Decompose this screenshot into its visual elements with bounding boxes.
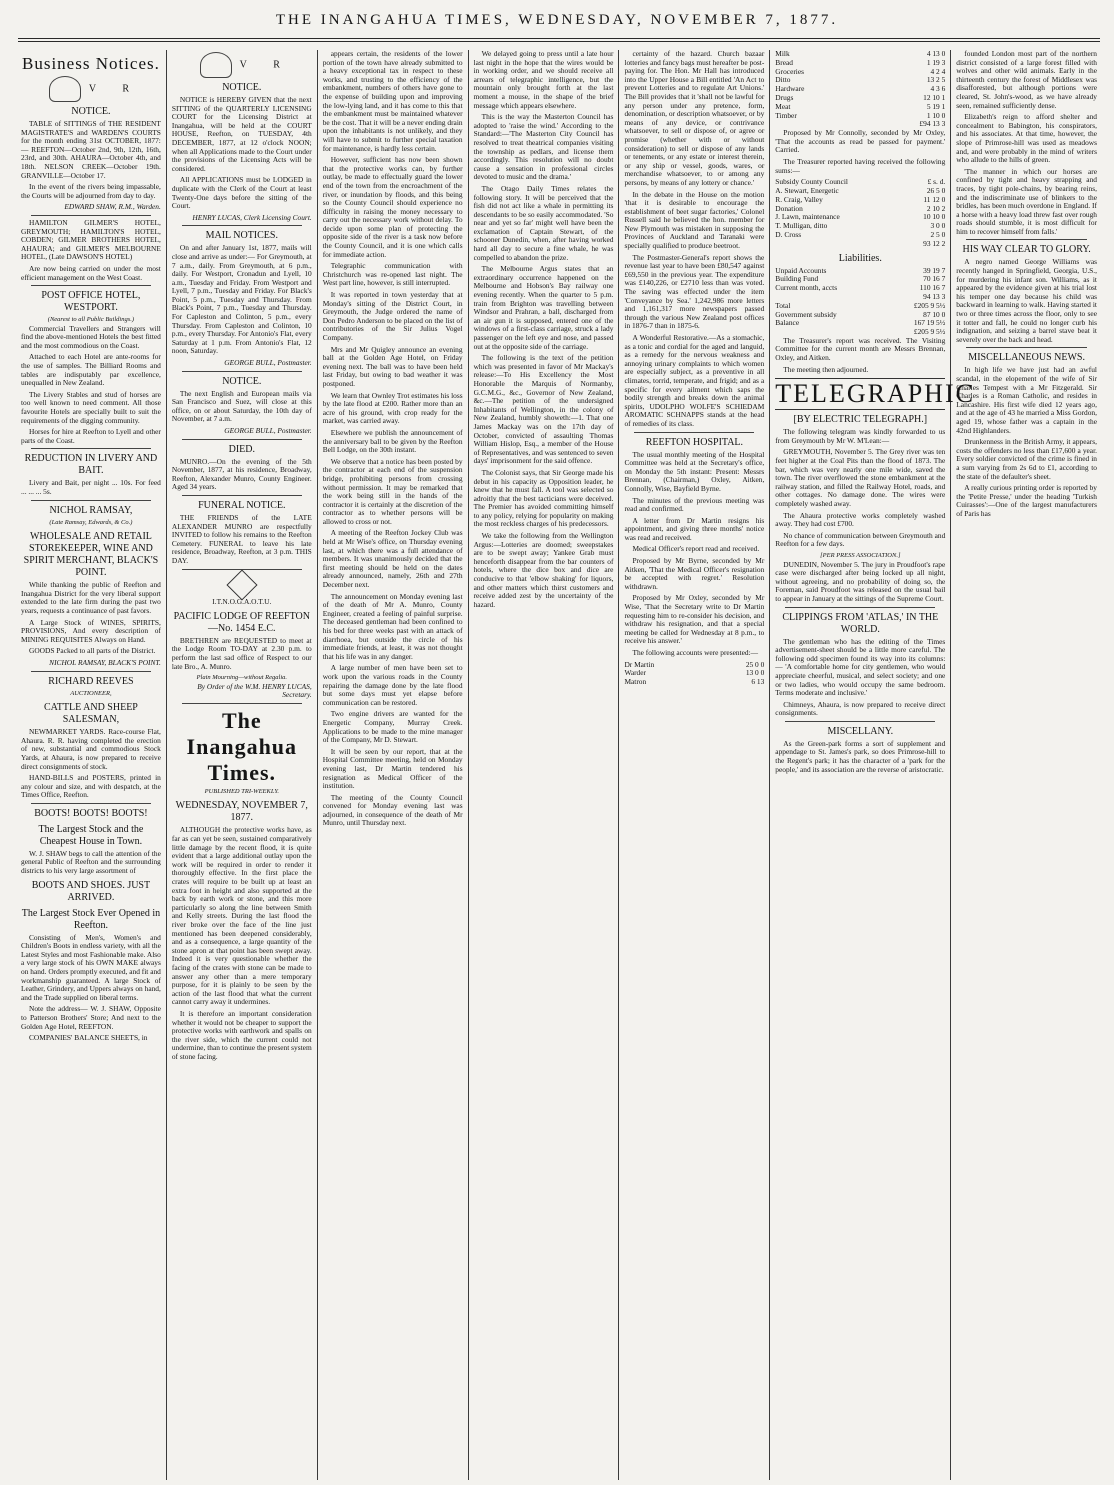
article-paragraph: Medical Officer's report read and received. xyxy=(632,544,760,554)
article-paragraph: certainty of the hazard. Church bazaar lotteries and fancy bags must hereafter be post-paying for. The Hon. Mr Hall has introduced into the Upper House a Bill entitled 'An Act to prevent Lotteries and to regulate Art Unions.' The Bill provides that it 'shall not be lawful for any person under any pretence, form, denomination, or description whatsoever, or by means of any device, or contrivance whatsoever, to sell or dispose of, or agree or promise (whether with or without consideration) to sell or dispose of any lands or tenements, or any estate or interest therein, or any ship or vessel, goods, wares, or merchandise whatsoever, to or among any persons, by means of any lottery or chance.' xyxy=(624,49,765,187)
account-amount: 4 3 6 xyxy=(930,84,946,94)
table-row xyxy=(775,94,945,103)
account-label: Dr Martin xyxy=(624,659,655,669)
article-paragraph: We take the following from the Wellington Argus:—Lotteries are doomed; sweepstakes are to be swept away; Yankee Grab must henceforth disappear from the bar counters of hotels, where the dice box and dice are conducive to that 'elbow shaking' for liquors, and other matters which thirst customers and receive added zest by the uncertainty of the hazard. xyxy=(473,531,614,609)
section-heading: Liabilities. xyxy=(838,252,882,264)
accounts-table xyxy=(624,661,764,687)
article-paragraph: On and after January 1st, 1877, mails will close and arrive as under:— For Greymouth, at 7 a.m., daily. From Greymouth, at 6 p.m., daily. For Westport, Cronadun and Lyell, 10 a.m., Tuesday and Friday. From Westport and Lyell, 7 p.m., Tuesday and Friday. For Black's Point, 5 p.m., Tuesday and Thursday. From Black's Point, 7 p.m., Tuesday and Thursday. For Capleston and Colinton, 5 p.m., every Thursday. From Capleston and Colinton, 10 p.m., every Thursday. For Antonio's Flat, every Saturday at 1 p.m. From Antonio's Flat, 12 noon, Saturday. xyxy=(171,243,312,356)
article-paragraph: In the event of the rivers being impassable, the Courts will be adjourned from day to day. xyxy=(21,182,161,200)
column-7 xyxy=(951,50,1102,1480)
section-heading: CLIPPINGS FROM 'ATLAS,' IN THE WORLD. xyxy=(782,611,939,635)
account-amount: 6 13 xyxy=(751,677,765,687)
table-row xyxy=(775,103,945,112)
account-label xyxy=(775,293,888,302)
article-paragraph: The Treasurer reported having received the following sums:— xyxy=(775,156,946,175)
section-heading: PACIFIC LODGE OF REEFTON—No. 1454 E.C. xyxy=(173,610,310,634)
account-label: T. Mulligan, ditto xyxy=(775,221,828,231)
column-container xyxy=(16,50,1102,1480)
article-paragraph: HAND-BILLS and POSTERS, printed in any colour and size, and with despatch, at the Times Office, Reefton. xyxy=(21,773,161,800)
masonic-emblem xyxy=(172,574,312,607)
section-heading: POST OFFICE HOTEL, WESTPORT. xyxy=(41,290,141,314)
divider xyxy=(785,721,935,722)
table-row xyxy=(775,240,945,249)
article-paragraph: The next English and European mails via San Francisco and Suez, will close at this office, on or about Saturday, the 10th day of November, at 7 a.m. xyxy=(171,388,312,424)
section-heading: RICHARD REEVES xyxy=(48,675,134,687)
account-amount: 10 10 0 xyxy=(923,212,946,222)
table-row xyxy=(775,284,945,293)
section-heading: CATTLE AND SHEEP SALESMAN, xyxy=(43,702,138,726)
article-paragraph: This is the way the Masterton Council has adopted to 'raise the wind.' According to the Standard:—'The Masterton City Council has resolved to treat theatrical companies visiting the township as pedlars, and license them accordingly. This resolution will no doubt cause a sensation in professional circles devoted to music and the drama.' xyxy=(473,112,614,182)
article-paragraph: The announcement on Monday evening last of the death of Mr A. Munro, County Engineer, created a feeling of painful surprise. The deceased gentleman had been confined to his bed for three weeks past with an attack of diarrhoea, but outside the circle of his immediate friends, at least, it was not thought that his life was in any danger. xyxy=(322,591,463,661)
table-row xyxy=(775,50,945,59)
account-label xyxy=(775,240,905,249)
article-paragraph: In high life we have just had an awful scandal, in the elopement of the wife of Sir Charles Tempest with a Mr Fitzgerald. Sir Charles is a Roman Catholic, and resides in Lancashire. His first wife died 12 years ago, and at the age of 43 he married a Miss Gordon, aged 19, whose father was a captain in the 42nd Highlanders. xyxy=(956,365,1097,435)
article-paragraph: Horses for hire at Reefton to Lyell and other parts of the Coast. xyxy=(21,427,161,445)
divider xyxy=(785,607,935,608)
account-amount: 94 13 3 xyxy=(923,291,946,301)
account-amount: 1 19 3 xyxy=(926,57,946,67)
divider xyxy=(634,432,754,433)
article-paragraph: The meeting of the County Council convened for Monday evening last was adjourned, in consequence of the death of Mr Munro, until Thursday next. xyxy=(322,792,463,828)
article-paragraph: The Postmaster-General's report shows the revenue last year to have been £80,547 against £69,550 in the previous year. The expenditure was £140,226, or £2710 less than was voted. The saving was effected under the item 'Conveyance by Sea.' 1,242,986 more letters and 1,161,317 more newspapers passed through the various New Zealand post offices in 1876-7 than in 1875-6. xyxy=(624,252,765,331)
account-amount: 1 10 0 xyxy=(926,110,946,120)
article-paragraph: Two engine drivers are wanted for the Energetic Company, Murray Creek. Applications to be made to the mine manager of the Company, Mr D. Stewart. xyxy=(322,709,463,745)
account-label: J. Lawn, maintenance xyxy=(775,212,840,222)
section-heading: NOTICE. xyxy=(222,375,262,387)
paper-nameplate: The Inangahua Times. xyxy=(186,707,298,785)
article-paragraph: Mrs and Mr Quigley announce an evening ball at the Golden Age Hotel, on Friday evening next. The ball was to have been held last Friday, but owing to bad weather it was postponed. xyxy=(322,344,463,388)
column-5 xyxy=(619,50,770,1480)
section-heading: MISCELLANY. xyxy=(827,725,894,737)
article-paragraph: COMPANIES' BALANCE SHEETS, in xyxy=(29,1033,148,1043)
accounts-table xyxy=(775,178,945,248)
account-amount: 13 0 0 xyxy=(745,668,765,678)
account-amount: 4 13 0 xyxy=(926,49,946,58)
subheading: (Nearest to all Public Buildings.) xyxy=(47,316,135,324)
table-row xyxy=(775,231,945,240)
article-paragraph: THE FRIENDS of the LATE ALEXANDER MUNRO are respectfully INVITED to follow his remains to the Reefton Cemetery. FUNERAL to leave his late residence, Broadway, Reefton, at 3 p.m. THIS DAY. xyxy=(171,512,312,565)
account-label: Meat xyxy=(775,101,791,111)
account-label: Warder xyxy=(624,668,646,678)
royal-crest xyxy=(172,52,312,78)
account-amount: 25 0 0 xyxy=(745,659,765,669)
article-paragraph: The following accounts were presented:— xyxy=(632,648,759,657)
article-paragraph: The Treasurer's report was received. The Visiting Committee for the current month are Messrs Brennan, Oxley, and Aitken. xyxy=(775,335,946,363)
emblem-caption: I.T.N.O.G.A.O.T.U. xyxy=(212,597,272,607)
masthead-title: THE INANGAHUA TIMES, WEDNESDAY, NOVEMBER 7, 1877. xyxy=(275,12,839,28)
section-heading: REDUCTION IN LIVERY AND BAIT. xyxy=(24,453,158,477)
accounts-table xyxy=(775,267,945,337)
article-paragraph: DUNEDIN, November 5. The jury in Proudfoot's rape case were discharged after being locked up all night, without agreeing, and no probability of doing so, the Foreman, said Proudfoot was released on the usual bail to appear in January at the sittings of the Supreme Court. xyxy=(775,559,946,603)
crest-initials: V R xyxy=(239,59,292,71)
account-label: Milk xyxy=(775,49,790,58)
subheading: Plain Mourning—without Regalia. xyxy=(196,674,288,682)
divider xyxy=(31,448,151,449)
article-paragraph: A really curious printing order is reported by the 'Petite Presse,' under the heading 'Turkish Cuirasses':—One of the largest manufacturers of Paris has xyxy=(956,483,1097,518)
account-label: R. Craig, Valley xyxy=(775,194,823,204)
subheading: PUBLISHED TRI-WEEKLY. xyxy=(204,787,279,795)
article-paragraph: Elsewhere we publish the announcement of the anniversary ball to be given by the Reefton Bell Lodge, on the 30th instant. xyxy=(322,427,463,455)
account-label: A. Stewart, Energetic xyxy=(775,185,839,195)
article-paragraph: The usual monthly meeting of the Hospital Committee was held at the Secretary's office, on Monday the 5th instant: Present: Messrs Brennan, (Chairman,) Oxley, Aitken, Connolly, Wise, Bayfield Byrne. xyxy=(624,449,765,493)
article-paragraph: W. J. SHAW begs to call the attention of the general Public of Reefton and the surrounding districts to his very large assortment of xyxy=(21,848,161,876)
article-paragraph: Consisting of Men's, Women's and Children's Boots in endless variety, with all the Latest Styles and most Fashionable make. Also a very large stock of his OWN MAKE always on hand. Orders promptly executed, and fit and workmanship guaranteed. A large Stock of Leather, Grindery, and Uppers always on hand, and the Trade supplied on liberal terms. xyxy=(21,932,161,1002)
article-paragraph: A meeting of the Reefton Jockey Club was held at Mr Wise's office, on Thursday evening last, at which there was a full attendance of members. It was unanimously decided that the first meeting should be held on the dates already announced, namely, 26th and 27th December next. xyxy=(322,528,463,590)
account-label: Subsidy County Council xyxy=(775,177,848,187)
account-amount: 2 5 0 xyxy=(930,229,946,239)
article-paragraph: Elizabeth's reign to afford shelter and concealment to Babington, his conspirators, and his associates. At that time, however, the slope of Primrose-hill was used as meadows and, and were probably in the mind of writers who allude to the hills of green. xyxy=(956,112,1097,165)
column-heading: Business Notices. xyxy=(21,54,160,73)
article-paragraph: We delayed going to press until a late hour last night in the hope that the wires would be in working order, and we should receive all arrears of telegraphic intelligence, but the mountain only brought forth at the last moment a mouse, in the shape of the brief message which appears elsewhere. xyxy=(473,49,614,110)
account-label: Government subsidy xyxy=(775,309,837,319)
account-amount: 2 10 2 xyxy=(926,203,946,213)
article-paragraph: Drunkenness in the British Army, it appears, costs the offenders no less than £17,600 a year. Every soldier convicted of the crime is fined in a sum varying from 2s 6d to £1, according to the state of the defaulter's sheet. xyxy=(956,437,1097,481)
divider xyxy=(182,225,302,226)
divider xyxy=(966,347,1087,348)
article-paragraph: Telegraphic communication with Christchurch was re-opened last night. The West part line, however, is still interrupted. xyxy=(322,261,463,288)
account-label: Matron xyxy=(624,677,647,687)
table-row xyxy=(624,678,764,687)
section-heading: MISCELLANEOUS NEWS. xyxy=(968,352,1085,364)
table-row xyxy=(775,68,945,77)
section-heading: FUNERAL NOTICE. xyxy=(198,499,286,511)
article-paragraph: NOTICE is HEREBY GIVEN that the next SITTING of the QUARTERLY LICENSING COURT for the Licensing District at Inangahua, will be held at the COURT HOUSE, Reefton, on TUESDAY, 4th DECEMBER, 1877, at 12 o'clock NOON; when all Applications made to the Court under the provisions of the Licensing Acts will be considered. xyxy=(171,95,312,173)
divider xyxy=(31,803,151,804)
masthead-rule xyxy=(18,38,1100,39)
article-paragraph: It was reported in town yesterday that at Monday's sitting of the District Court, in Greymouth, the Judge ordered the name of Don Pedro Anderson to be placed on the list of contributories of the Sir Julius Vogel Company. xyxy=(322,290,463,342)
account-amount: 110 16 7 xyxy=(919,283,946,293)
subheading: AUCTIONEER, xyxy=(70,689,112,697)
account-label: Total xyxy=(775,300,791,310)
square-compass-icon xyxy=(226,569,257,600)
account-amount: 11 12 0 xyxy=(923,194,946,204)
article-paragraph: The Livery Stables and stud of horses are too well known to need comment. All those favourite Hotels are specially built to suit the requirements of the digging community. xyxy=(21,389,161,425)
account-label: Current month, accts xyxy=(775,283,838,293)
section-heading: REEFTON HOSPITAL. xyxy=(645,436,744,448)
account-amount: 167 19 5½ xyxy=(913,318,946,328)
article-paragraph: However, sufficient has now been shown that the protective works can, by further outlay, be made to effectually guard the lower end of the town from the encroachment of the river, or inundation by floods, and this being so the County Council should experience no difficulty in raising the money necessary to carry out the necessary work without delay. To decide upon some plan of protecting the opposite side of the river is a task now before the County Council, and it is one which calls for immediate action. xyxy=(322,155,463,259)
article-paragraph: The minutes of the previous meeting was read and confirmed. xyxy=(624,495,765,514)
section-heading: NOTICE. xyxy=(71,106,111,117)
article-paragraph: Commercial Travellers and Strangers will find the above-mentioned Hotels the best fitted and the most commodious on the Coast. xyxy=(21,323,161,350)
section-heading: The Largest Stock and the Cheapest House in Town. xyxy=(38,823,144,847)
crest-initials: V R xyxy=(88,83,142,95)
account-amount: 4 2 4 xyxy=(930,66,946,76)
coat-of-arms-icon xyxy=(200,52,232,78)
account-amount: 3 0 0 xyxy=(930,221,946,231)
section-heading: MAIL NOTICES. xyxy=(205,230,278,242)
account-label: Building Fund xyxy=(775,274,819,284)
signature: NICHOL RAMSAY, BLACK'S POINT. xyxy=(49,657,161,667)
account-label: Bread xyxy=(775,57,793,67)
article-paragraph: The meeting then adjourned. xyxy=(783,364,869,374)
article-paragraph: 'The manner in which our horses are confined by tight and heavy strapping and traces, by tight pole-chains, by bearing reins, and the indiscriminate use of blinkers to the bridles, has been much overdone in England. If a horse with a heavy load threw fast over rough roads should stumble, it is most difficult for him to recover himself from falls.' xyxy=(956,166,1097,236)
article-paragraph: A Large Stock of WINES, SPIRITS, PROVISIONS, And every description of MINING REQUISITES Always on Hand. xyxy=(21,617,161,644)
article-paragraph: All APPLICATIONS must be LODGED in duplicate with the Clerk of the Court at least Twenty-One days before the sitting of the Court. xyxy=(171,175,312,211)
signature: HENRY LUCAS, Clerk Licensing Court. xyxy=(192,212,312,222)
article-paragraph: The gentleman who has the editing of the Times advertisement-sheet should be a little more careful. The following odd specimen found its way into its columns:— 'A comfortable home for city gentlemen, who would appreciate cheerful, musical, and select society; and one or two ladies, who would occupy the same bedroom. Terms moderate and inclusive.' xyxy=(775,636,946,698)
account-amount: £205 9 5½ xyxy=(913,300,946,310)
article-paragraph: A negro named George Williams was recently hanged in Springfield, Georgia, U.S., for murdering his infant son. Williams, as it appeared by the evidence given at his trial lost his temper one day because his child was backward in learning to walk. Having started it two or three times across the floor, only to see it totter and fall, he could no longer curb his indignation, and seizing a barrel stave beat it severely over the back and head. xyxy=(956,257,1097,344)
account-amount: 5 19 1 xyxy=(926,101,946,111)
account-label: Timber xyxy=(775,110,797,120)
article-paragraph: Are now being carried on under the most efficient management on the West Coast. xyxy=(21,263,161,282)
article-paragraph: While thanking the public of Reefton and Inangahua District for the very liberal support extended to the late firm during the past two years, requests a continuance of past favors. xyxy=(21,580,161,615)
subheading: [PER PRESS ASSOCIATION.] xyxy=(820,551,901,559)
divider xyxy=(31,285,151,286)
article-paragraph: The Colonist says, that Sir George made his debut in his capacity as Opposition leader, he knew that he must fall. A tool was selected so adroitly that the best tacticians were deceived. The Premier has avoided committing himself to any policy, relying for popularity on making the most reckless charges of his predecessors. xyxy=(473,467,614,529)
article-paragraph: The following is the text of the petition which was presented in favor of Mr Mackay's release:—To His Excellency the Most Honorable the Marquis of Normanby, G.C.M.G., &c., Governor of New Zealand, &c.—The petition of the undersigned Inhabitants of Wellington, in the colony of New Zealand, humbly showeth:—1. That one James Mackay was on the 17th day of October, convicted of assaulting Thomas William Hislop, Esq., a member of the House of Representatives, and was sentenced to seven days' imprisonment for the said offence. xyxy=(473,353,614,466)
article-paragraph: Proposed by Mr Byrne, seconded by Mr Aitken, 'That the Medical Officer's resignation be accepted with regret.' Resolution withdrawn. xyxy=(624,556,765,591)
signature: GEORGE BULL, Postmaster. xyxy=(224,358,312,368)
account-amount: £205 9 5½ xyxy=(913,327,946,337)
account-amount: 13 2 5 xyxy=(926,75,946,85)
article-paragraph: A large number of men have been set to work upon the various roads in the County repairing the damage done by the late flood but some days must yet elapse before communication can be restored. xyxy=(322,663,463,707)
accounts-table xyxy=(775,50,945,129)
article-paragraph: GREYMOUTH, November 5. The Grey river was ten feet higher at the Coal Pits than the flood of 1873. The bar, which was very nearly one mile wide, saved the town. The river overflowed the stone embankment at the railway station, and filled the Railway Hotel, roads, and other cottages. No damage done. The wires were completely washed away. xyxy=(775,447,946,509)
article-paragraph: BRETHREN are REQUESTED to meet at the Lodge Room TO-DAY at 2.30 p.m. to perform the last sad office of Respect to our late Bro., A. Munro. xyxy=(171,635,312,671)
article-paragraph: The following telegram was kindly forwarded to us from Greymouth by Mr W. M'Lean:— xyxy=(775,427,946,445)
section-heading: BOOTS! BOOTS! BOOTS! xyxy=(34,807,148,819)
article-paragraph: A Wonderful Restorative.—As a stomachic, as a tonic and cordial for the aged and languid, as a remedy for the nervous weakness and annoying urinary complaints to which women are especially subject, as a preventive in all climates, torrid, temperate, and frigid; and as a specific for every ailment which saps the bodily strength and breaks down the animal spirits, UDOLPHO WOLFE'S SCHIEDAM AROMATIC SCHNAPPS stands at the head of remedies of its class. xyxy=(624,333,765,428)
section-heading: NOTICE. xyxy=(222,82,262,93)
royal-crest xyxy=(21,76,161,102)
article-paragraph: GOODS Packed to all parts of the District. xyxy=(29,646,156,656)
signature: By Order of the W.M. HENRY LUCAS, Secretary. xyxy=(197,681,312,700)
article-paragraph: No chance of communication between Greymouth and Reefton for a few days. xyxy=(775,530,946,549)
article-paragraph: A letter from Dr Martin resigns his appointment, and giving three months' notice was read and received. xyxy=(624,515,765,542)
account-amount: 93 12 2 xyxy=(923,238,946,248)
article-paragraph: ALTHOUGH the protective works have, as far as can yet be seen, sustained comparatively little damage by the recent flood, it is quite evident that a large additional outlay upon the work will be required in order to render it thoroughly effective. In the first place the crates will require to be built up at least an extra foot in height and also supported at the back by earth work or stone, and this more particularly so along the line between Smith and Kelly streets. During the last flood the river broke over the face of the line just mentioned has been deepened considerably, and as a consequence, a large quantity of the stone apron at that point has been swept away. Indeed it is very questionable whether the facing of the crates with stone can be made to answer any other than a mere temporary purpose, for it is plainly to be seen by the action of the last flood that what the current cannot carry away it undermines. xyxy=(171,825,312,1007)
account-label: D. Cross xyxy=(775,229,802,239)
article-paragraph: Attached to each Hotel are ante-rooms for the use of samples. The Billiard Rooms and tables are indisputably par excellence, unequalled in New Zealand. xyxy=(21,352,161,388)
account-amount: 39 19 7 xyxy=(923,265,946,275)
coat-of-arms-icon xyxy=(49,76,81,102)
article-paragraph: We observe that a notice has been posted by the contractor at each end of the suspension bridge, prohibiting persons from crossing without permission. It may be remarked that the work being still in the hands of the contractor it is certainly at the discretion of the contractor as to whether persons will be allowed to cross or not. xyxy=(322,456,463,526)
article-paragraph: It will be seen by our report, that at the Hospital Committee meeting, held on Monday evening last, Dr Martin tendered his resignation as Medical Officer of the institution. xyxy=(322,746,463,791)
article-paragraph: Livery and Bait, per night ... 10s. For feed ... ... ... 5s. xyxy=(21,478,161,496)
column-3 xyxy=(318,50,469,1480)
account-amount: £ s. d. xyxy=(927,177,946,187)
section-heading: DIED. xyxy=(228,443,255,455)
article-paragraph: NEWMARKET YARDS. Race-course Flat, Ahaura. R. R. having completed the erection of new, substantial and commodious Stock Yards, at Ahaura, is now prepared to receive direct consignments of stock. xyxy=(21,727,161,771)
divider xyxy=(182,495,302,496)
account-label: Hardware xyxy=(775,84,805,94)
telegraphic-heading: TELEGRAPHIC xyxy=(775,379,975,409)
divider xyxy=(182,371,302,372)
section-heading: HIS WAY CLEAR TO GLORY. xyxy=(962,244,1091,256)
account-label: Unpaid Accounts xyxy=(775,265,827,275)
column-1 xyxy=(16,50,167,1480)
article-paragraph: In the debate in the House on the motion 'that it is desirable to encourage the establishment of beet sugar factories,' Colonel Russell said he believed the hon. member for New Plymouth was mistaken in supposing the Provinces of Auckland and Taranaki were specially qualified to produce beetroot. xyxy=(624,189,765,251)
section-heading: [BY ELECTRIC TELEGRAPH.] xyxy=(793,414,928,426)
article-paragraph: The Ahaura protective works completely washed away. They had cost £700. xyxy=(775,510,946,529)
divider xyxy=(182,439,302,440)
article-paragraph: Proposed by Mr Connolly, seconded by Mr Oxley, 'That the accounts as read be passed for payment.' Carried. xyxy=(775,128,946,155)
article-paragraph: We learn that Ownley Trot estimates his loss by the late flood at £200. Rather more than an acre of his ground, with crop ready for the market, was carried away. xyxy=(322,390,463,426)
section-heading: WHOLESALE AND RETAIL STOREKEEPER, WINE AND SPIRIT MERCHANT, BLACK'S POINT. xyxy=(23,531,159,579)
section-heading: The Largest Stock Ever Opened in Reefton. xyxy=(21,907,161,931)
account-label: Balance xyxy=(775,318,800,328)
account-amount: 26 5 0 xyxy=(926,185,946,195)
article-paragraph: The Melbourne Argus states that an extraordinary occurrence happened on the Melbourne and Hobson's Bay railway one evening recently. When the quarter to 5 p.m. train from Brighton was travelling between Windsor and Prahran, a ball, discharged from an air gun it is supposed, entered one of the windows of a first-class carriage, struck a lady passenger on the left eye and nose, and passed out at the opposite side of the carriage. xyxy=(473,264,614,351)
subheading: (Late Ramsay, Edwards, & Co.) xyxy=(49,518,133,526)
article-paragraph: MUNRO.—On the evening of the 5th November, 1877, at his residence, Broadway, Reefton, Alexander Munro, County Engineer. Aged 34 years. xyxy=(171,456,312,492)
account-amount: 12 10 1 xyxy=(923,92,946,102)
account-amount: 70 16 7 xyxy=(923,274,946,284)
article-paragraph: As the Green-park forms a sort of supplement and appendage to St. James's park, so does Primrose-hill to the Regent's park; it has the character of a 'park for the people,' and its association are the reverse of aristocratic. xyxy=(775,738,946,774)
article-paragraph: It is therefore an important consideration whether it would not be cheaper to support the protective works with earthwork and spalls on the river side, which the current could not undermine, than to continue the present system of stone facing. xyxy=(171,1008,312,1061)
signature: EDWARD SHAW, R.M., Warden. xyxy=(64,202,161,212)
account-amount: £94 13 3 xyxy=(919,119,946,129)
account-label: Ditto xyxy=(775,75,791,85)
section-heading: NICHOL RAMSAY, xyxy=(49,504,133,516)
article-paragraph: Chimneys, Ahaura, is now prepared to receive direct consignments. xyxy=(775,699,946,718)
section-heading: BOOTS AND SHOES. JUST ARRIVED. xyxy=(31,879,151,903)
article-paragraph: founded London most part of the northern district consisted of a large forest filled with wolves and other wild animals. Early in the thirteenth century the forest of Middlesex was disafforested, but although portions were cleared, St. John's-wood, as we have already seen, remained sufficiently dense. xyxy=(956,49,1097,110)
article-paragraph: Note the address— W. J. SHAW, Opposite to Patterson Brothers' Store; And next to the Golden Age Hotel, REEFTON. xyxy=(21,1004,161,1031)
masthead-rule-double xyxy=(18,41,1100,42)
column-2 xyxy=(167,50,318,1480)
divider xyxy=(31,671,151,672)
table-row xyxy=(775,85,945,94)
column-6 xyxy=(770,49,975,1480)
column-4 xyxy=(469,50,620,1480)
divider xyxy=(966,239,1087,240)
divider xyxy=(31,500,151,501)
article-paragraph: TABLE of SITTINGS of THE RESIDENT MAGISTRATE'S and WARDEN'S COURTS for the month ending 31st OCTOBER, 1877:— REEFTON—October 2nd, 9th, 12th, 16th, 23rd, and 30th. AHAURA—October 4th, and 18th. NELSON CREEK—October 19th. GRANVILLE—October 17. xyxy=(21,119,161,180)
article-paragraph: appears certain, the residents of the lower portion of the town have already submitted to a heavy exceptional tax in respect to these works, and trusting to the efficiency of the embankment, numbers of others have gone to the expense of building upon and improving the low-lying land, and it has come to this that the embankment must be maintained whatever be the cost. That it will be a never ending drain upon the inhabitants is not unlikely, and they will have to submit to further special taxation for maintenance, is hardly less certain. xyxy=(322,49,463,153)
divider xyxy=(31,215,151,216)
article-paragraph: Proposed by Mr Oxley, seconded by Mr Wise, 'That the Secretary write to Dr Martin requesting him to re-consider his decision, and withdraw his resignation, and that a special meeting be called for Wednesday at 8 p.m., to receive his answer.' xyxy=(624,593,765,646)
account-label: Drugs xyxy=(775,92,794,102)
article-paragraph: HAMILTON GILMER'S HOTEL, GREYMOUTH; HAMILTON'S HOTEL, COBDEN; GILMER BROTHERS HOTEL, AHAURA; and GILMER'S MELBOURNE HOTEL, (Late DAWSON'S HOTEL) xyxy=(21,217,161,262)
divider xyxy=(182,703,302,704)
account-label: Groceries xyxy=(775,66,805,76)
account-amount: 87 10 0 xyxy=(923,309,946,319)
section-heading: WEDNESDAY, NOVEMBER 7, 1877. xyxy=(175,800,308,824)
account-label: Donation xyxy=(775,203,803,213)
article-paragraph: The Otago Daily Times relates the following story. It will be perceived that the fish did not act like a whale in permitting its descendants to be so easily accommodated. 'So near and yet so far' might well have been the exclamation of Captain Stewart, of the schooner Dunedin, when, after having worked hard all day to secure a fine whale, he was compelled to abandon the prize. xyxy=(473,183,614,262)
signature: GEORGE BULL, Postmaster. xyxy=(224,426,312,435)
